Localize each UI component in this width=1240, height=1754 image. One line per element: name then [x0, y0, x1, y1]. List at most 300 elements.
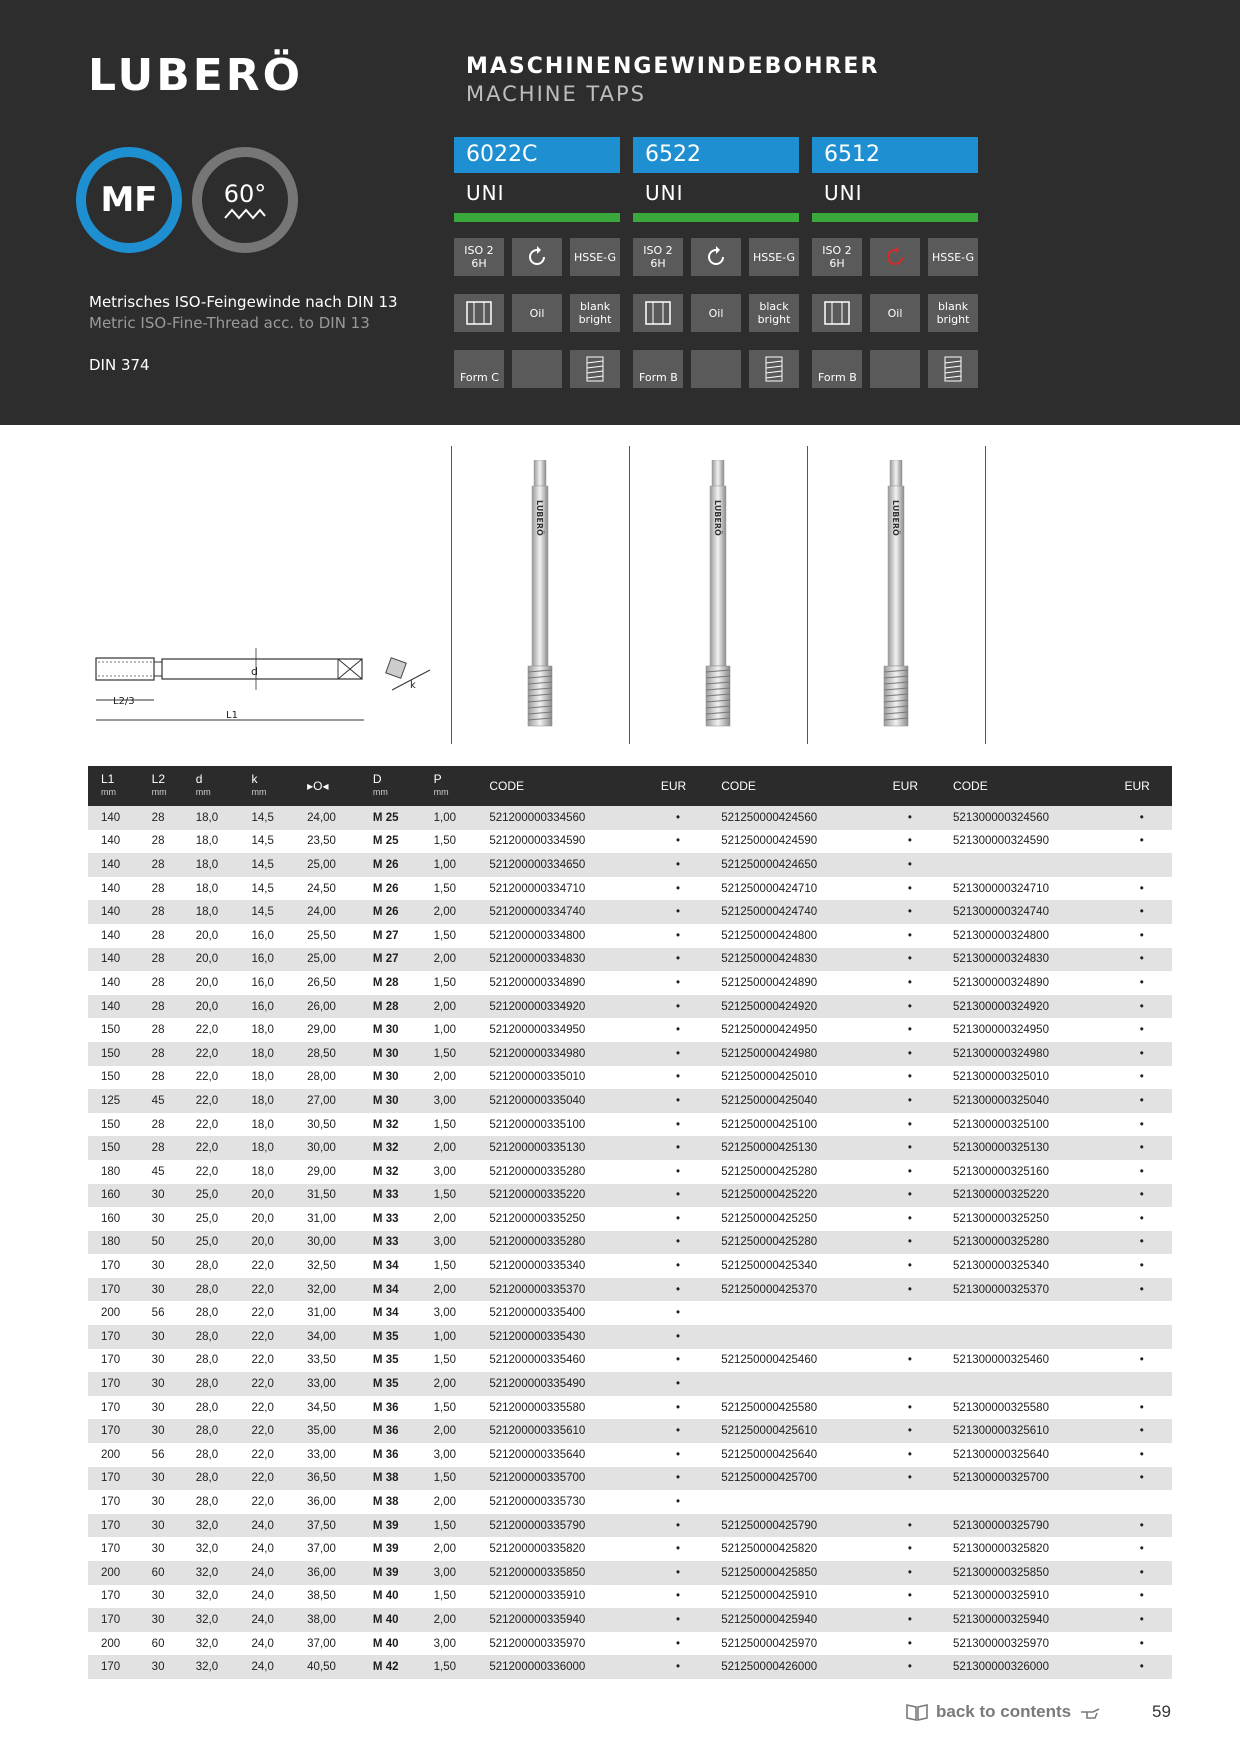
table-cell [940, 1301, 1111, 1325]
table-cell: 38,50 [307, 1590, 336, 1603]
table-cell: 20,0 [238, 1231, 294, 1255]
table-cell: 1,50 [433, 835, 457, 848]
table-cell: 3,00 [421, 1089, 477, 1113]
table-cell: 170 [101, 1543, 121, 1556]
table-cell: • [648, 1561, 708, 1585]
table-cell: • [1139, 1448, 1144, 1461]
table-cell: 30 [139, 1372, 183, 1396]
back-to-contents-link[interactable] [906, 1702, 1101, 1722]
table-cell: • [675, 1637, 681, 1650]
table-cell: 2,00 [421, 948, 477, 972]
norm-label: DIN 374 [89, 356, 150, 374]
table-cell: 28,0 [195, 1496, 219, 1509]
table-cell: 521200000334710 [489, 882, 586, 895]
table-cell: • [675, 1496, 681, 1509]
rotation-icon [512, 238, 562, 276]
table-cell: 2,00 [421, 900, 477, 924]
table-cell: 3,00 [421, 1561, 477, 1585]
table-cell: • [1112, 1419, 1172, 1443]
angle-value: 60° [223, 180, 267, 208]
table-cell: • [880, 1514, 940, 1538]
table-cell: • [880, 1278, 940, 1302]
table-row [88, 1490, 1172, 1514]
product-code: 6512 [812, 137, 978, 173]
product-code: 6522 [633, 137, 799, 173]
table-cell: M 33 [372, 1212, 399, 1225]
table-cell: M 26 [360, 900, 421, 924]
table-cell: 521250000424590 [721, 835, 818, 848]
chamfer-icon [454, 294, 504, 332]
table-cell: M 28 [372, 976, 399, 989]
table-cell: 521300000325220 [940, 1184, 1111, 1208]
tool-brand: LUBERÖ [891, 500, 900, 536]
table-cell: 28 [139, 948, 183, 972]
table-cell: 1,50 [433, 1590, 457, 1603]
table-cell: 521300000325970 [953, 1637, 1049, 1650]
table-cell: • [648, 900, 708, 924]
table-cell: M 32 [360, 1136, 421, 1160]
table-cell: 521250000425580 [721, 1401, 818, 1414]
book-icon [906, 1703, 928, 1721]
table-cell: 521250000425940 [708, 1608, 879, 1632]
table-cell: M 32 [372, 1118, 399, 1131]
table-cell: 521200000335730 [489, 1496, 586, 1509]
table-cell: • [907, 1448, 912, 1461]
table-cell: 521200000334560 [476, 806, 647, 830]
table-cell: • [880, 1042, 940, 1066]
table-row [88, 1160, 1172, 1184]
table-cell: 14,5 [238, 806, 294, 830]
table-cell: M 25 [360, 806, 421, 830]
table-cell: • [907, 1590, 912, 1603]
table-cell: 140 [88, 806, 139, 830]
table-cell: 28,0 [195, 1401, 219, 1414]
table-cell: 24,00 [294, 900, 360, 924]
table-cell: • [675, 929, 681, 942]
table-cell: 14,5 [238, 900, 294, 924]
table-cell: 28 [151, 882, 165, 895]
table-cell: M 32 [372, 1165, 399, 1178]
table-cell: • [1139, 1401, 1144, 1414]
table-cell: 32,50 [307, 1260, 336, 1273]
table-cell: 170 [88, 1467, 139, 1491]
table-cell: 22,0 [251, 1496, 274, 1509]
table-cell: 25,00 [294, 853, 360, 877]
table-cell: 30 [151, 1401, 165, 1414]
table-cell: • [880, 995, 940, 1019]
page-title: MASCHINENGEWINDEBOHRER [466, 54, 880, 79]
material-bar [454, 213, 620, 222]
table-cell: 521250000424920 [708, 995, 879, 1019]
table-cell: 45 [151, 1165, 165, 1178]
table-cell: 28,0 [183, 1467, 239, 1491]
table-cell: • [648, 1372, 708, 1396]
table-cell: 28 [139, 806, 183, 830]
tool-brand: LUBERÖ [713, 500, 722, 536]
table-row [88, 1042, 1172, 1066]
table-cell: • [1139, 929, 1144, 942]
table-cell: 521200000335430 [476, 1325, 647, 1349]
table-cell: 521250000425910 [721, 1590, 818, 1603]
table-cell: 521250000424740 [708, 900, 879, 924]
table-cell: 18,0 [251, 1024, 274, 1037]
table-cell: 28 [139, 995, 183, 1019]
table-cell: • [1112, 1231, 1172, 1255]
table-cell: 521200000335340 [489, 1260, 586, 1273]
table-cell: 521250000425280 [721, 1165, 818, 1178]
table-cell: • [648, 1231, 708, 1255]
column-header: CODE [940, 766, 1111, 806]
table-cell: 28,00 [307, 1071, 336, 1084]
table-cell: 521250000424710 [721, 882, 818, 895]
table-cell: • [880, 1136, 940, 1160]
table-cell: 521250000424890 [721, 976, 818, 989]
table-cell: 521300000325610 [940, 1419, 1111, 1443]
table-cell: 18,0 [183, 853, 239, 877]
product-table [88, 766, 1172, 1679]
table-cell: • [880, 1089, 940, 1113]
table-cell: 20,0 [195, 976, 219, 989]
table-cell: 25,50 [307, 929, 336, 942]
table-cell: 170 [88, 1372, 139, 1396]
table-cell: 20,0 [183, 948, 239, 972]
table-row [88, 1467, 1172, 1491]
table-cell: 28 [151, 976, 165, 989]
surface-box: black bright [749, 294, 799, 332]
page-subtitle: MACHINE TAPS [466, 82, 646, 106]
table-row [88, 995, 1172, 1019]
table-cell: 521300000325700 [940, 1467, 1111, 1491]
table-cell: 521200000335610 [476, 1419, 647, 1443]
table-cell: • [1112, 1278, 1172, 1302]
empty-box [691, 350, 741, 388]
table-cell: 521300000325340 [953, 1260, 1049, 1273]
table-cell: 24,0 [238, 1608, 294, 1632]
table-cell: 30 [139, 1278, 183, 1302]
table-cell: 2,00 [433, 1543, 457, 1556]
table-cell: • [907, 1354, 912, 1367]
table-cell [1112, 1301, 1172, 1325]
table-cell: 30 [151, 1590, 165, 1603]
table-cell: M 34 [372, 1260, 399, 1273]
table-cell: M 39 [360, 1514, 421, 1538]
table-cell: 28 [151, 1024, 165, 1037]
tolerance-box: ISO 2 6H [812, 238, 862, 276]
table-cell: 28,0 [183, 1325, 239, 1349]
table-cell: 170 [101, 1354, 121, 1367]
table-cell: 22,0 [251, 1401, 274, 1414]
table-cell: 22,0 [183, 1089, 239, 1113]
table-cell: • [675, 976, 681, 989]
table-cell: 521300000324740 [940, 900, 1111, 924]
material-bar [633, 213, 799, 222]
table-cell: 22,0 [238, 1467, 294, 1491]
table-cell: 521200000335040 [476, 1089, 647, 1113]
table-cell: 521200000335910 [489, 1590, 586, 1603]
table-cell: 521250000425340 [721, 1260, 818, 1273]
table-cell: 170 [88, 1608, 139, 1632]
table-cell: 521200000335580 [489, 1401, 586, 1414]
table-cell: • [880, 1467, 940, 1491]
tolerance-box: ISO 2 6H [454, 238, 504, 276]
table-cell: 30,00 [294, 1136, 360, 1160]
table-cell: 28,0 [195, 1354, 219, 1367]
table-cell: 521300000325040 [940, 1089, 1111, 1113]
table-cell: 24,0 [238, 1655, 294, 1679]
thread-icon [928, 350, 978, 388]
table-cell: 32,0 [195, 1543, 219, 1556]
table-cell: • [907, 1071, 912, 1084]
table-cell [940, 1325, 1111, 1349]
table-cell: • [880, 1561, 940, 1585]
table-cell: • [648, 853, 708, 877]
chamfer-icon [812, 294, 862, 332]
table-cell: 22,0 [251, 1354, 274, 1367]
table-cell: • [907, 929, 912, 942]
table-cell: 28 [139, 1136, 183, 1160]
table-cell: 26,00 [294, 995, 360, 1019]
table-cell: 28,0 [183, 1278, 239, 1302]
table-cell: • [1112, 806, 1172, 830]
table-cell: 150 [101, 1071, 121, 1084]
table-cell: M 30 [372, 1071, 399, 1084]
table-cell: 28 [139, 900, 183, 924]
table-cell: 1,50 [433, 976, 457, 989]
table-cell: 37,00 [307, 1637, 336, 1650]
table-row [88, 830, 1172, 854]
thread-wave-icon [224, 208, 266, 220]
table-row [88, 1301, 1172, 1325]
column-header: ▸O◂ [294, 766, 360, 806]
table-cell: • [675, 1024, 681, 1037]
table-cell: M 42 [360, 1655, 421, 1679]
table-cell: 18,0 [183, 900, 239, 924]
table-cell: • [1139, 1212, 1144, 1225]
table-cell: 521200000335010 [489, 1071, 586, 1084]
table-cell: • [907, 1401, 912, 1414]
table-cell: 22,0 [183, 1042, 239, 1066]
table-cell: • [1139, 1543, 1144, 1556]
table-cell: • [1112, 1514, 1172, 1538]
table-cell: 521250000425700 [708, 1467, 879, 1491]
table-cell: 2,00 [421, 1608, 477, 1632]
table-row [88, 948, 1172, 972]
table-cell: M 27 [360, 948, 421, 972]
table-cell: 22,0 [238, 1325, 294, 1349]
table-cell: • [675, 1543, 681, 1556]
table-cell: 30 [151, 1212, 165, 1225]
table-cell: 140 [88, 948, 139, 972]
lubricant-box: Oil [512, 294, 562, 332]
table-cell: • [907, 1637, 912, 1650]
table-cell: 31,00 [307, 1307, 336, 1320]
table-cell: 521200000335940 [476, 1608, 647, 1632]
table-cell: 1,50 [433, 1354, 457, 1367]
table-cell: 25,00 [294, 948, 360, 972]
table-cell: 56 [151, 1307, 165, 1320]
tool-brand: LUBERÖ [535, 500, 544, 536]
table-cell: 28 [151, 835, 165, 848]
table-cell: 16,0 [251, 929, 274, 942]
dim-d: d [251, 665, 258, 678]
material-box: HSSE-G [928, 238, 978, 276]
table-cell: • [648, 1608, 708, 1632]
table-cell: 170 [88, 1325, 139, 1349]
table-cell [1112, 1490, 1172, 1514]
table-cell: 24,0 [251, 1637, 274, 1650]
table-cell: • [648, 995, 708, 1019]
table-cell: 521250000425220 [708, 1184, 879, 1208]
column-header: D mm [360, 766, 421, 806]
table-cell: 140 [101, 835, 121, 848]
table-cell: 22,0 [238, 1372, 294, 1396]
table-cell: M 30 [372, 1024, 399, 1037]
column-header: L1 mm [88, 766, 139, 806]
table-cell: 18,0 [238, 1089, 294, 1113]
table-cell: • [907, 1024, 912, 1037]
table-cell: 521300000326000 [940, 1655, 1111, 1679]
table-cell: • [1139, 882, 1144, 895]
table-cell: 521250000425130 [708, 1136, 879, 1160]
table-row [88, 1349, 1172, 1373]
table-cell: 521200000334920 [476, 995, 647, 1019]
table-cell: 521200000335220 [476, 1184, 647, 1208]
table-cell: 521200000335970 [489, 1637, 586, 1650]
column-header: L2 mm [139, 766, 183, 806]
product-type: UNI [824, 181, 863, 205]
table-cell: 2,00 [421, 1419, 477, 1443]
table-cell: • [880, 1231, 940, 1255]
table-cell: • [648, 1042, 708, 1066]
table-cell: • [648, 1325, 708, 1349]
table-cell: 38,00 [294, 1608, 360, 1632]
table-cell: 180 [101, 1165, 121, 1178]
table-cell: • [1112, 1655, 1172, 1679]
table-cell [708, 1490, 879, 1514]
table-cell: 33,00 [294, 1372, 360, 1396]
table-cell: 521250000425850 [708, 1561, 879, 1585]
table-cell: • [1139, 1024, 1144, 1037]
table-cell: • [675, 1071, 681, 1084]
form-box: Form B [812, 350, 862, 388]
table-cell: 25,0 [183, 1231, 239, 1255]
table-cell: 60 [151, 1637, 165, 1650]
table-cell: • [1112, 995, 1172, 1019]
brand-logo: LUBERÖ [88, 50, 304, 101]
table-cell: • [675, 1354, 681, 1367]
dim-l23: L2/3 [113, 696, 135, 707]
table-cell: 1,50 [433, 929, 457, 942]
table-cell: • [1139, 976, 1144, 989]
table-cell: M 35 [360, 1372, 421, 1396]
table-cell: 521300000325820 [953, 1543, 1049, 1556]
product-column [812, 137, 978, 388]
table-cell: • [648, 1467, 708, 1491]
table-cell: 30 [139, 1184, 183, 1208]
table-cell: • [907, 1165, 912, 1178]
table-cell: • [1112, 1561, 1172, 1585]
table-cell: 521300000325790 [940, 1514, 1111, 1538]
table-cell: 521300000325460 [953, 1354, 1049, 1367]
table-cell: 140 [101, 976, 121, 989]
column-divider [451, 446, 452, 744]
table-cell: 37,00 [307, 1543, 336, 1556]
table-cell: 33,50 [307, 1354, 336, 1367]
table-cell: 521200000335850 [476, 1561, 647, 1585]
table-cell: 28 [139, 853, 183, 877]
table-cell: 2,00 [433, 1496, 457, 1509]
table-cell: 1,50 [433, 882, 457, 895]
table-cell: • [880, 1184, 940, 1208]
table-cell: • [880, 806, 940, 830]
table-cell: • [1139, 1071, 1144, 1084]
table-cell: 521250000425040 [708, 1089, 879, 1113]
table-cell: • [1112, 1608, 1172, 1632]
table-cell: 28,0 [183, 1372, 239, 1396]
table-cell: 28,50 [294, 1042, 360, 1066]
table-cell: 521300000325250 [953, 1212, 1049, 1225]
table-cell: 20,0 [195, 929, 219, 942]
table-cell: 2,00 [433, 1071, 457, 1084]
table-cell: 22,0 [183, 1136, 239, 1160]
table-cell: • [1139, 1637, 1144, 1650]
table-cell: 521200000335820 [489, 1543, 586, 1556]
table-cell: 521200000335460 [489, 1354, 586, 1367]
table-cell: • [1139, 1118, 1144, 1131]
table-cell: • [648, 806, 708, 830]
rotation-icon [691, 238, 741, 276]
table-cell: 22,0 [251, 1307, 274, 1320]
table-cell: 1,50 [421, 1655, 477, 1679]
table-cell: • [1139, 835, 1144, 848]
column-header: EUR [648, 766, 708, 806]
table-cell: 521300000325640 [953, 1448, 1049, 1461]
column-header: EUR [1112, 766, 1172, 806]
table-cell: 28 [151, 1071, 165, 1084]
material-bar [812, 213, 978, 222]
column-header: k mm [238, 766, 294, 806]
table-cell: 3,00 [433, 1637, 457, 1650]
table-cell: • [880, 1419, 940, 1443]
table-cell: 521250000425640 [721, 1448, 818, 1461]
table-cell: 521200000335130 [476, 1136, 647, 1160]
table-cell: 521200000335280 [489, 1165, 586, 1178]
table-cell: 35,00 [294, 1419, 360, 1443]
description-en: Metric ISO-Fine-Thread acc. to DIN 13 [89, 314, 370, 332]
table-cell: 170 [88, 1514, 139, 1538]
table-row [88, 1325, 1172, 1349]
table-cell: 18,0 [251, 1165, 274, 1178]
table-cell: 18,0 [238, 1042, 294, 1066]
chamfer-icon [633, 294, 683, 332]
table-cell: 32,0 [195, 1637, 219, 1650]
table-cell: • [648, 948, 708, 972]
column-divider [985, 446, 986, 744]
table-cell: 521300000325100 [953, 1118, 1049, 1131]
table-row [88, 1066, 1172, 1090]
table-row [88, 1254, 1172, 1278]
table-cell: 1,50 [421, 1042, 477, 1066]
table-cell: 521300000324590 [953, 835, 1049, 848]
surface-box: blank bright [570, 294, 620, 332]
table-cell: 14,5 [251, 882, 274, 895]
table-cell: 1,50 [433, 1401, 457, 1414]
table-cell: 1,50 [421, 1467, 477, 1491]
table-cell: 150 [88, 1136, 139, 1160]
table-cell: 200 [101, 1637, 121, 1650]
table-cell: 18,0 [195, 835, 219, 848]
table-cell: 56 [151, 1448, 165, 1461]
